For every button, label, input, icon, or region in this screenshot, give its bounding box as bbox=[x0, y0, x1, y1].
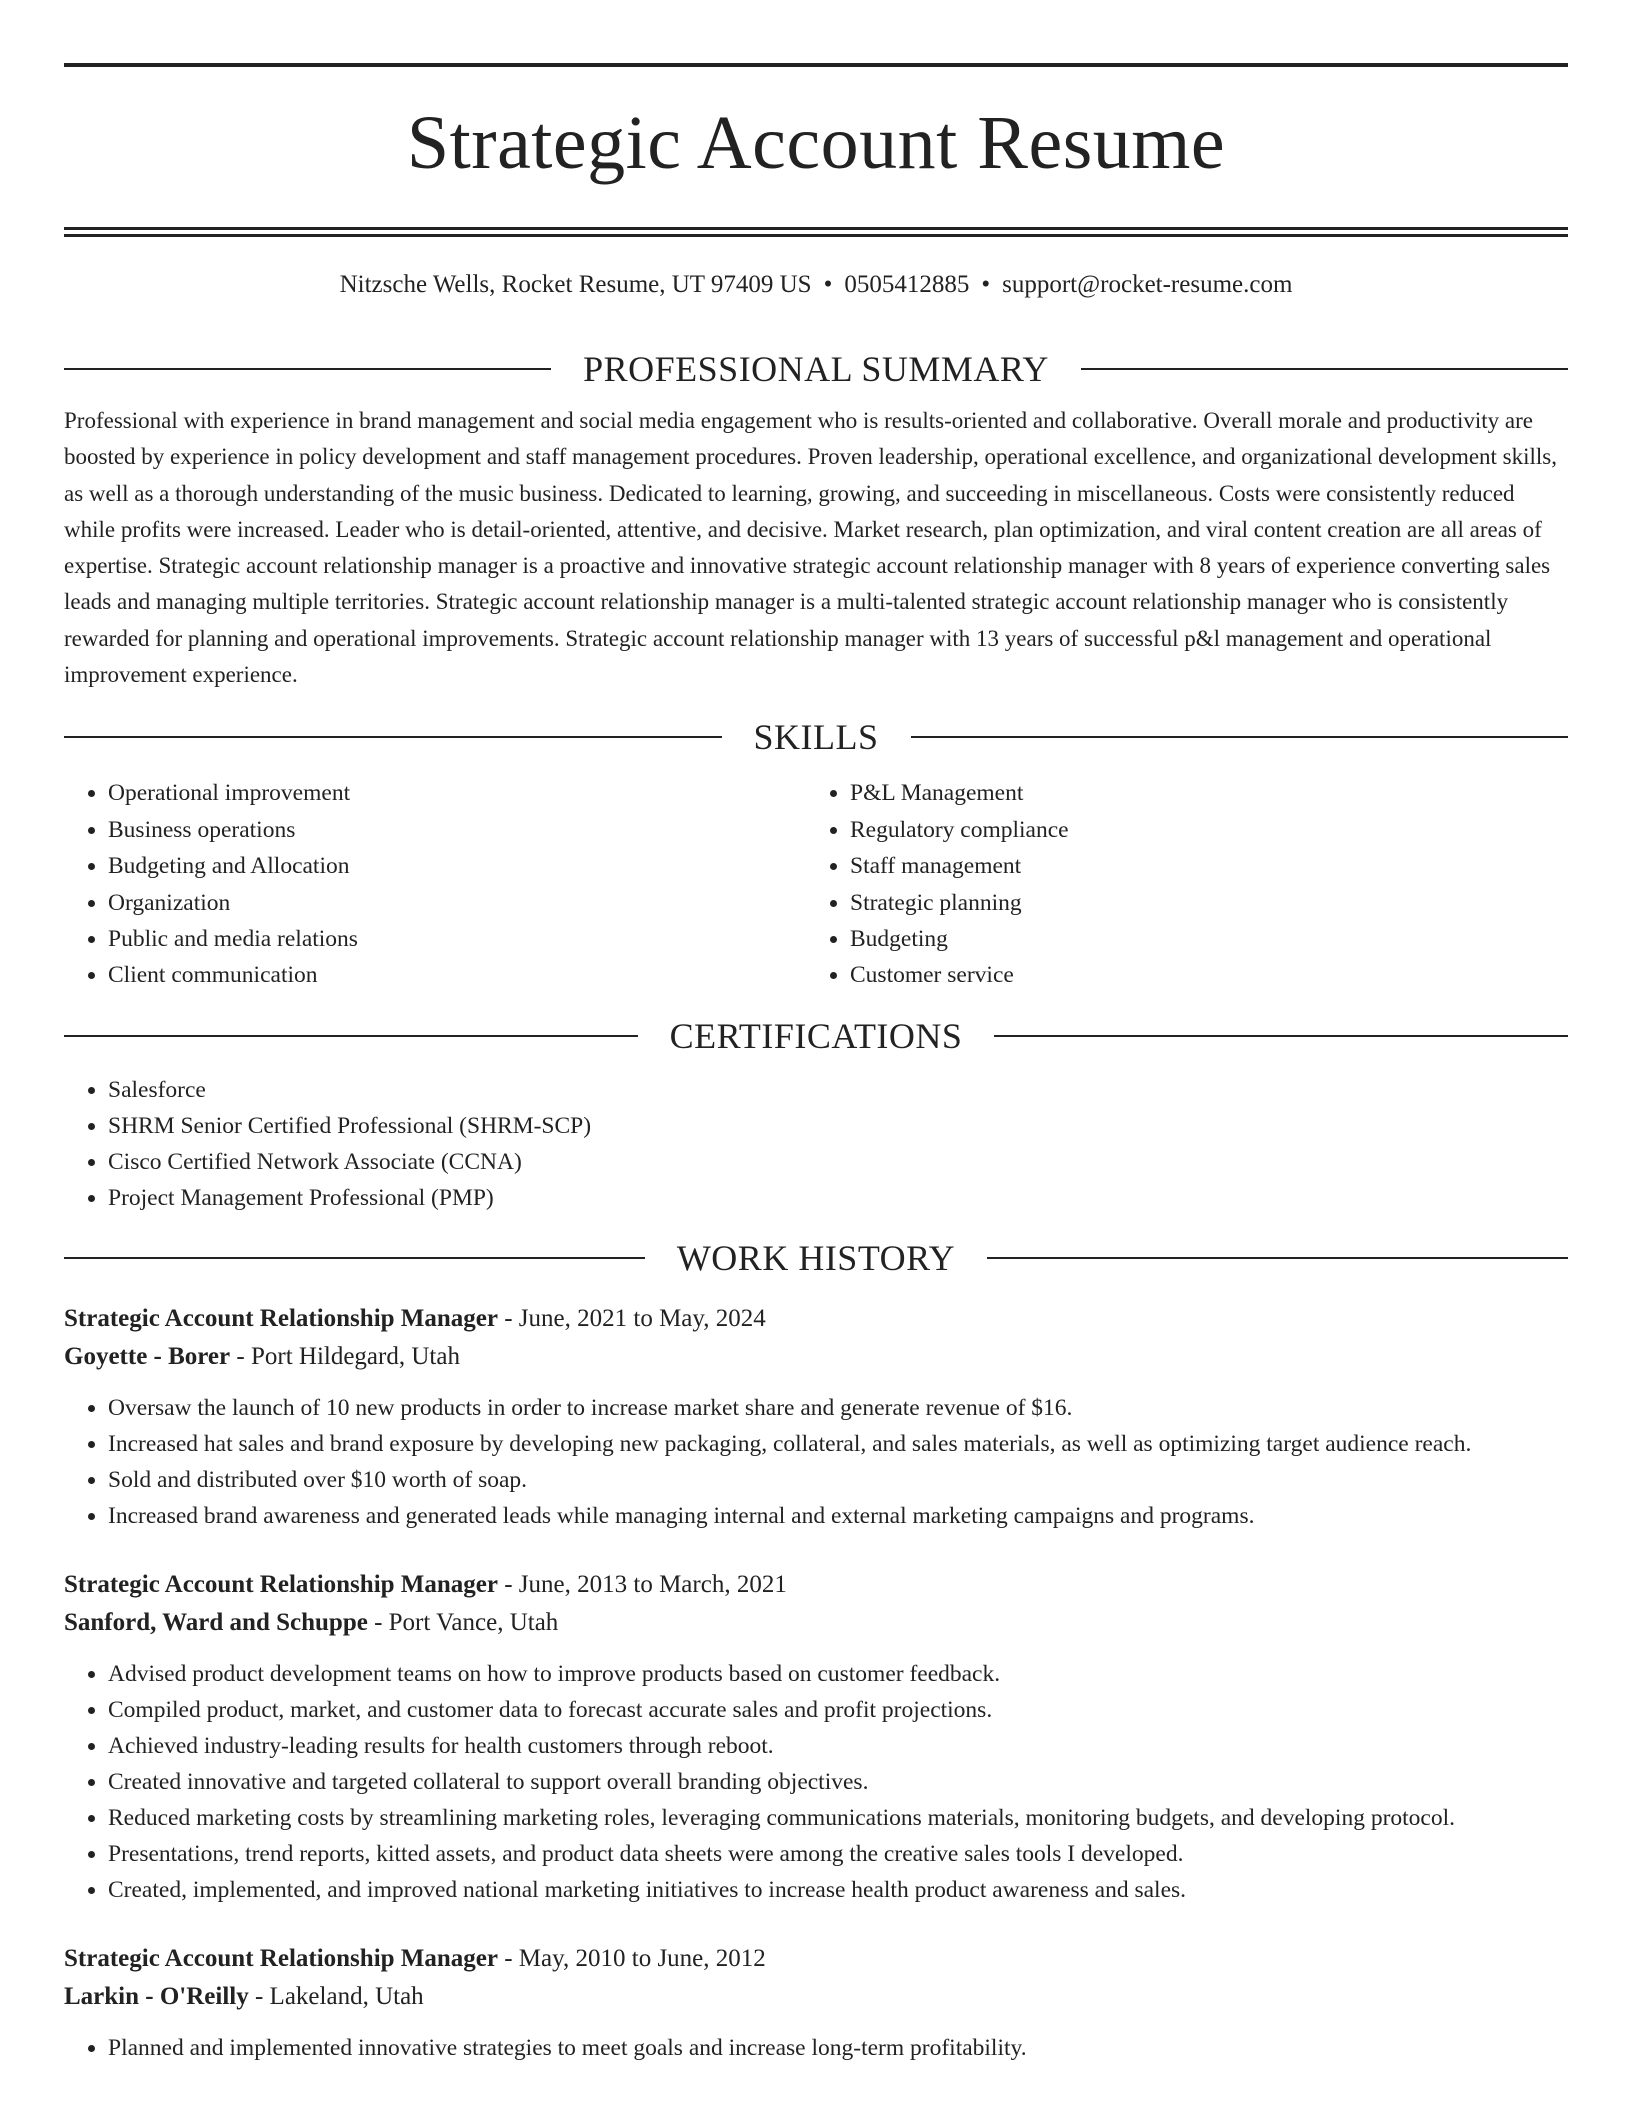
section-divider bbox=[64, 368, 551, 370]
contact-address: Nitzsche Wells, Rocket Resume, UT 97409 US bbox=[339, 271, 812, 298]
job-bullet: • Reduced marketing costs by streamlining marketing roles, leveraging communications materials, monitoring budgets, and developing protocol. bbox=[108, 1800, 1568, 1836]
certifications-section-header bbox=[64, 1014, 1568, 1058]
contact-email: support@rocket-resume.com bbox=[1002, 271, 1293, 298]
skill-item: • Budgeting and Allocation bbox=[108, 848, 806, 884]
work-history-heading: WORK HISTORY bbox=[676, 1237, 956, 1278]
contact-separator: • bbox=[981, 271, 991, 298]
skill-item: • Staff management bbox=[850, 848, 1548, 884]
section-divider bbox=[987, 1257, 1568, 1259]
job-entry bbox=[64, 1940, 1568, 2066]
job-entry bbox=[64, 1300, 1568, 1534]
skills-right-column bbox=[806, 775, 1548, 993]
job-dates: - May, 2010 to June, 2012 bbox=[497, 1944, 766, 1972]
job-bullet: • Sold and distributed over $10 worth of soap. bbox=[108, 1462, 1568, 1498]
skill-item: • Public and media relations bbox=[108, 921, 806, 957]
skills-heading: SKILLS bbox=[753, 717, 879, 758]
contact-line bbox=[64, 269, 1568, 301]
section-divider bbox=[64, 1035, 638, 1037]
job-title: Strategic Account Relationship Manager bbox=[64, 1944, 498, 1972]
job-bullet: • Increased brand awareness and generated leads while managing internal and external marketing campaigns and programs. bbox=[108, 1498, 1568, 1534]
skill-item: • Strategic planning bbox=[850, 885, 1548, 921]
title-bottom-double-rule bbox=[64, 227, 1568, 237]
certifications-heading: CERTIFICATIONS bbox=[669, 1015, 963, 1056]
certifications-list bbox=[64, 1072, 1568, 1216]
job-title-line bbox=[64, 1566, 1568, 1604]
job-location: - Port Vance, Utah bbox=[367, 1608, 559, 1636]
skill-item: • P&L Management bbox=[850, 775, 1548, 811]
job-bullet: • Created innovative and targeted collateral to support overall branding objectives. bbox=[108, 1764, 1568, 1800]
job-bullets bbox=[64, 1390, 1568, 1534]
job-bullet: • Compiled product, market, and customer data to forecast accurate sales and profit projections. bbox=[108, 1692, 1568, 1728]
job-title-line bbox=[64, 1940, 1568, 1978]
skill-item: • Customer service bbox=[850, 957, 1548, 993]
certification-item: • Project Management Professional (PMP) bbox=[108, 1180, 1568, 1216]
skill-item: • Organization bbox=[108, 885, 806, 921]
certification-item: • SHRM Senior Certified Professional (SHRM-SCP) bbox=[108, 1108, 1568, 1144]
job-bullet: • Created, implemented, and improved national marketing initiatives to increase health product awareness and sales. bbox=[108, 1872, 1568, 1908]
job-company: Goyette - Borer bbox=[64, 1342, 231, 1370]
skill-item: • Operational improvement bbox=[108, 775, 806, 811]
skills-list bbox=[64, 775, 1568, 993]
skill-item: • Regulatory compliance bbox=[850, 812, 1548, 848]
job-bullet: • Achieved industry-leading results for health customers through reboot. bbox=[108, 1728, 1568, 1764]
summary-section-header bbox=[64, 347, 1568, 391]
job-bullet: • Increased hat sales and brand exposure by developing new packaging, collateral, and sales materials, as well as optimizing target audience reach. bbox=[108, 1426, 1568, 1462]
section-divider bbox=[1081, 368, 1568, 370]
job-title-line bbox=[64, 1300, 1568, 1338]
job-company: Sanford, Ward and Schuppe bbox=[64, 1608, 368, 1636]
resume-title: Strategic Account Resume bbox=[406, 101, 1226, 185]
section-divider bbox=[64, 736, 722, 738]
section-divider bbox=[64, 1257, 645, 1259]
skill-item: • Business operations bbox=[108, 812, 806, 848]
contact-phone: 0505412885 bbox=[844, 271, 970, 298]
job-title: Strategic Account Relationship Manager bbox=[64, 1570, 498, 1598]
job-entry bbox=[64, 1566, 1568, 1908]
job-company: Larkin - O'Reilly bbox=[64, 1982, 249, 2010]
section-divider bbox=[911, 736, 1569, 738]
job-company-line bbox=[64, 1604, 1568, 1642]
skills-section-header bbox=[64, 715, 1568, 759]
job-bullets bbox=[64, 2030, 1568, 2066]
job-bullet: • Oversaw the launch of 10 new products in order to increase market share and generate revenue of $16. bbox=[108, 1390, 1568, 1426]
certification-item: • Cisco Certified Network Associate (CCNA) bbox=[108, 1144, 1568, 1180]
job-dates: - June, 2021 to May, 2024 bbox=[497, 1304, 766, 1332]
resume-page bbox=[64, 0, 1568, 2066]
job-location: - Port Hildegard, Utah bbox=[230, 1342, 460, 1370]
job-bullet: • Advised product development teams on how to improve products based on customer feedback. bbox=[108, 1656, 1568, 1692]
job-company-line bbox=[64, 1338, 1568, 1376]
job-dates: - June, 2013 to March, 2021 bbox=[497, 1570, 787, 1598]
job-location: - Lakeland, Utah bbox=[248, 1982, 424, 2010]
summary-text: Professional with experience in brand management and social media engagement who is results-oriented and collaborative. Overall morale and productivity are boosted by experience in policy development and staff management procedures. Proven leadership, operational excellence, and organizational development skills, as well as a thorough understanding of the music business. Dedicated to learning, growing, and succeeding in miscellaneous. Costs were consistently reduced while profits were increased. Leader who is detail-oriented, attentive, and decisive. Market research, plan optimization, and viral content creation are all areas of expertise. Strategic account relationship manager is a proactive and innovative strategic account relationship manager with 8 years of experience converting sales leads and managing multiple territories. Strategic account relationship manager is a multi-talented strategic account relationship manager who is consistently rewarded for planning and operational improvements. Strategic account relationship manager with 13 years of successful p&l management and operational improvement experience. bbox=[64, 408, 1558, 688]
job-bullets bbox=[64, 1656, 1568, 1908]
job-bullet: • Planned and implemented innovative strategies to meet goals and increase long-term profitability. bbox=[108, 2030, 1568, 2066]
job-company-line bbox=[64, 1978, 1568, 2016]
skill-item: • Budgeting bbox=[850, 921, 1548, 957]
contact-separator: • bbox=[823, 271, 833, 298]
section-divider bbox=[994, 1035, 1568, 1037]
certification-item: • Salesforce bbox=[108, 1072, 1568, 1108]
job-bullet: • Presentations, trend reports, kitted assets, and product data sheets were among the creative sales tools I developed. bbox=[108, 1836, 1568, 1872]
skills-left-column bbox=[64, 775, 806, 993]
job-title: Strategic Account Relationship Manager bbox=[64, 1304, 498, 1332]
skill-item: • Client communication bbox=[108, 957, 806, 993]
summary-heading: PROFESSIONAL SUMMARY bbox=[583, 349, 1049, 389]
work-history-section-header bbox=[64, 1236, 1568, 1280]
title-top-rule bbox=[64, 63, 1568, 67]
